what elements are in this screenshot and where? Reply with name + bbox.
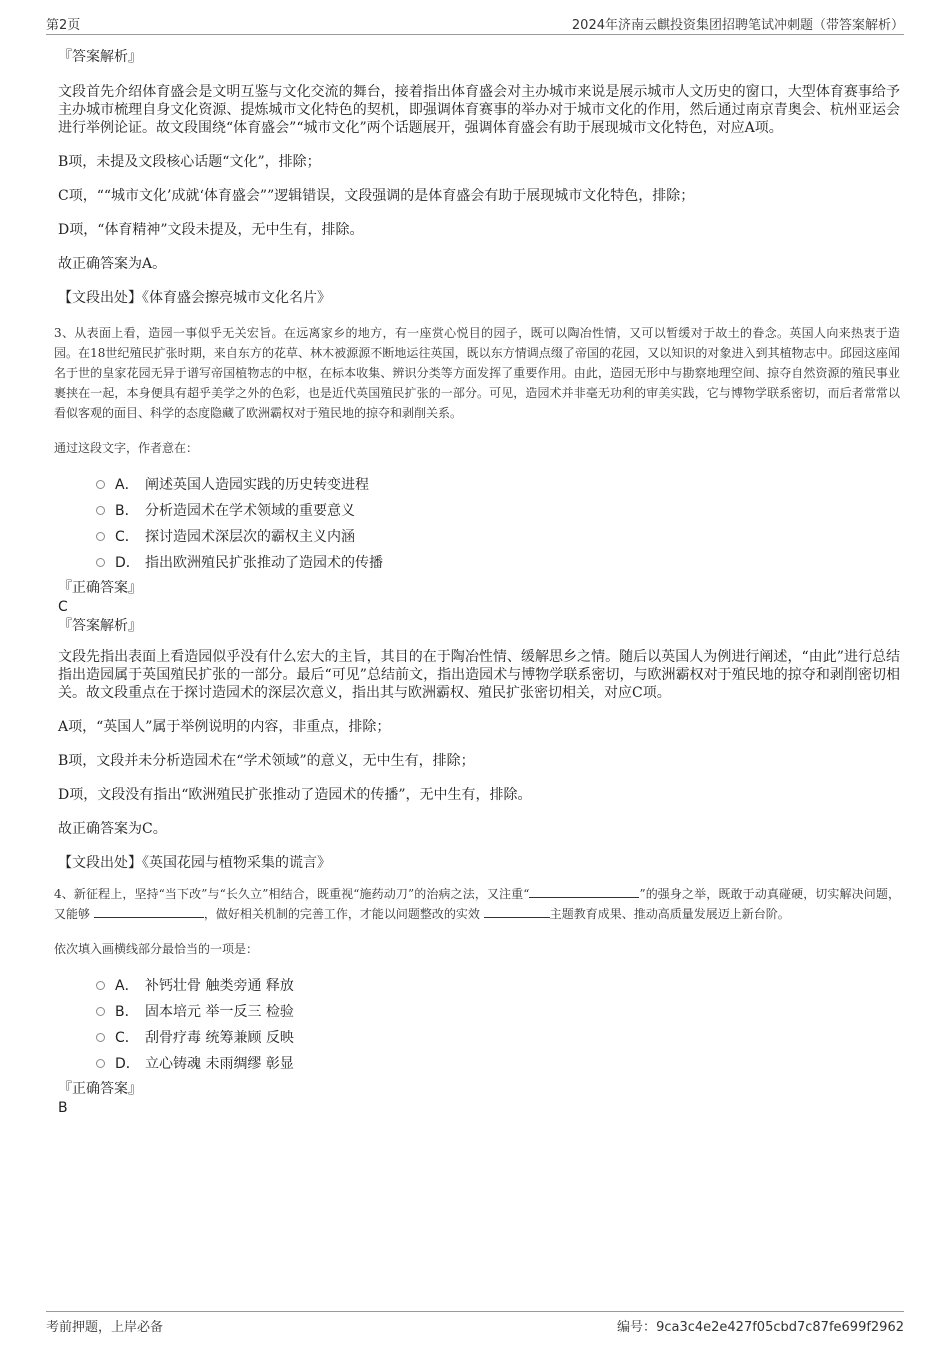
q2-option-b-note: B项，未提及文段核心话题“文化”，排除； (58, 154, 321, 170)
q3-analysis: 文段先指出表面上看造园似乎没有什么宏大的主旨，其目的在于陶冶性情、缓解思乡之情。随后以英国人为例进行阐述，“由此”进行总结指出造园属于英国殖民扩张的一部分。最后“可见”总结前文，指出造园术与博物学联系密切，与欧洲霸权对于殖民地的掠夺和剥削密切相关。故文段重点在于探讨造园术的深层次意义，指出其与欧洲霸权、殖民扩张密切相关，对应C项。 (58, 649, 900, 701)
radio-icon[interactable] (96, 480, 105, 489)
q3-answer: C (58, 599, 68, 615)
q4-stem: 4、新征程上，坚持“当下改”与“长久立”相结合，既重视“施药动刀”的治病之法，又注重“ ”的强身之举，既敢于动真碰硬，切实解决问题，又能够 ，做好相关机制的完善工作，才能以问题整改的实效 主题教育成果、推动高质量发展迈上新台阶。 (54, 887, 900, 921)
page-footer (46, 1311, 904, 1334)
document-title: 2024年济南云麒投资集团招聘笔试冲刺题（带答案解析） (571, 18, 904, 33)
page-content (54, 48, 900, 1118)
q3-choice-d[interactable]: D． 指出欧洲殖民扩张推动了造园术的传播 (96, 549, 900, 575)
q4-choice-c[interactable]: C． 刮骨疗毒 统筹兼顾 反映 (96, 1024, 900, 1050)
radio-icon[interactable] (96, 506, 105, 515)
q3-choice-a[interactable]: A． 阐述英国人造园实践的历史转变进程 (96, 471, 900, 497)
radio-icon[interactable] (96, 981, 105, 990)
q2-conclusion: 故正确答案为A。 (58, 256, 167, 272)
q4-choice-a[interactable]: A． 补钙壮骨 触类旁通 释放 (96, 972, 900, 998)
source-title: 《英国花园与植物采集的谎言》 (142, 855, 331, 871)
radio-icon[interactable] (96, 1007, 105, 1016)
radio-icon[interactable] (96, 558, 105, 567)
page-header (46, 14, 904, 35)
q2-option-d-note: D项，“体育精神”文段未提及，无中生有，排除。 (58, 222, 364, 238)
q4-prompt: 依次填入画横线部分最恰当的一项是： (54, 942, 259, 956)
footer-slogan: 考前押题，上岸必备 (46, 1320, 164, 1335)
q3-prompt: 通过这段文字，作者意在： (54, 441, 199, 455)
q2-analysis: 文段首先介绍体育盛会是文明互鉴与文化交流的舞台，接着指出体育盛会对主办城市来说是展示城市人文历史的窗口，大型体育赛事给予主办城市梳理自身文化资源、提炼城市文化特色的契机，即强调体育赛事的举办对于城市文化的作用，然后通过南京青奥会、杭州亚运会进行举例论证。故文段围绕“体育盛会”“城市文化”两个话题展开，强调体育盛会有助于展现城市文化特色，对应A项。 (58, 84, 900, 136)
fill-blank-1 (529, 885, 639, 898)
page-number: 第2页 (46, 18, 81, 33)
q4-choice-d[interactable]: D． 立心铸魂 未雨绸缪 彰显 (96, 1050, 900, 1076)
q4-choice-b[interactable]: B． 固本培元 举一反三 检验 (96, 998, 900, 1024)
analysis-label: 『答案解析』 (58, 618, 142, 634)
correct-answer-label: 『正确答案』 (58, 580, 142, 596)
source-title: 《体育盛会擦亮城市文化名片》 (142, 290, 331, 306)
q4-choices (96, 972, 900, 1076)
q2-source (58, 289, 900, 307)
radio-icon[interactable] (96, 532, 105, 541)
q3-source (58, 854, 900, 872)
source-prefix: 【文段出处】 (58, 290, 142, 306)
analysis-label: 『答案解析』 (58, 49, 142, 65)
fill-blank-2 (94, 905, 204, 918)
q2-option-c-note: C项，““城市文化’成就‘体育盛会””逻辑错误，文段强调的是体育盛会有助于展现城市文化特色，排除； (58, 188, 695, 204)
radio-icon[interactable] (96, 1059, 105, 1068)
q3-stem: 3、从表面上看，造园一事似乎无关宏旨。在远离家乡的地方，有一座赏心悦目的园子，既可以陶冶性情，又可以暂缓对于故土的眷念。英国人向来热衷于造园。在18世纪殖民扩张时期，来自东方的花草、林木被源源不断地运往英国，既以东方情调点缀了帝国的花园，又以知识的对象进入到其植物志中。邱园这座闻名于世的皇家花园无异于谱写帝国植物志的中枢，在标本收集、辨识分类等方面发挥了重要作用。由此，造园无形中与勘察地理空间、掠夺自然资源的殖民事业裹挟在一起，本身便具有超乎美学之外的色彩，也是近代英国殖民扩张的一部分。可见，造园术并非毫无功利的审美实践，它与博物学联系密切，而后者常常以看似客观的面目、科学的态度隐藏了欧洲霸权对于殖民地的掠夺和剥削关系。 (54, 326, 900, 420)
fill-blank-3 (484, 905, 550, 918)
q3-choice-b[interactable]: B． 分析造园术在学术领域的重要意义 (96, 497, 900, 523)
q4-answer: B (58, 1100, 68, 1116)
q3-option-a-note: A项，“英国人”属于举例说明的内容，非重点，排除； (58, 719, 391, 735)
q3-option-d-note: D项，文段没有指出“欧洲殖民扩张推动了造园术的传播”，无中生有，排除。 (58, 787, 532, 803)
q3-choice-c[interactable]: C． 探讨造园术深层次的霸权主义内涵 (96, 523, 900, 549)
q3-choices (96, 471, 900, 575)
q3-option-b-note: B项，文段并未分析造园术在“学术领域”的意义，无中生有，排除； (58, 753, 475, 769)
correct-answer-label: 『正确答案』 (58, 1081, 142, 1097)
radio-icon[interactable] (96, 1033, 105, 1042)
source-prefix: 【文段出处】 (58, 855, 142, 871)
document-code: 编号：9ca3c4e2e427f05cbd7c87fe699f2962 (617, 1320, 904, 1335)
q3-conclusion: 故正确答案为C。 (58, 821, 167, 837)
